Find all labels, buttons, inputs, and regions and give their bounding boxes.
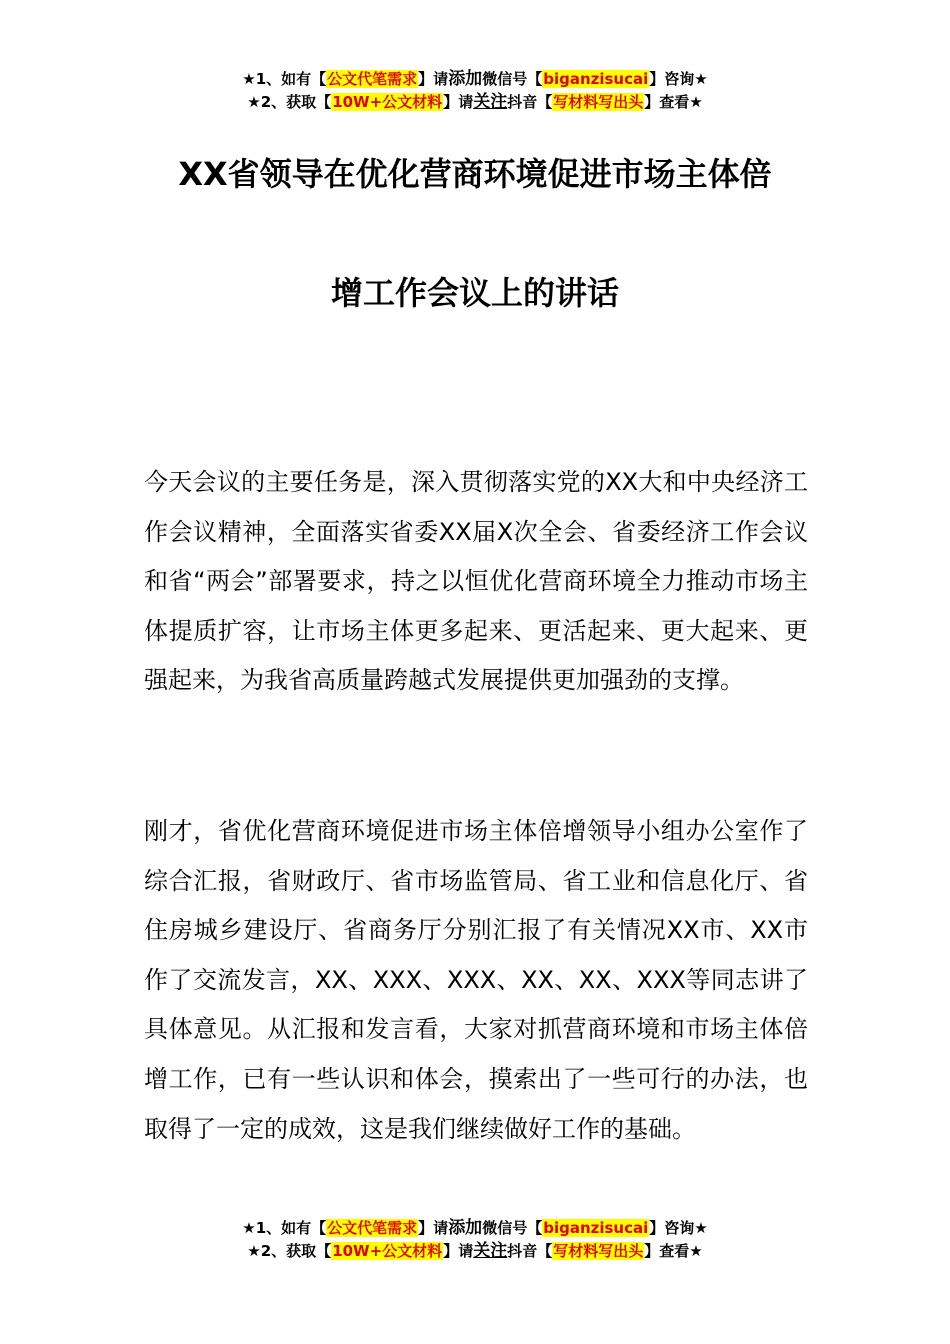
body-paragraph-1: 今天会议的主要任务是，深入贯彻落实党的XX大和中央经济工作会议精神，全面落实省委XX届X次全会、省委经济工作会议和省“两会”部署要求，持之以恒优化营商环境全力推动市场主体提质扩容，让市场主体更多起来、更活起来、更大起来、更强起来，为我省高质量跨越式发展提供更加强劲的支撑。 [144, 468, 808, 695]
header-promo-banner [0, 68, 950, 114]
footer-promo-line-1-highlight-service: 公文代笔需求 [327, 1219, 418, 1237]
footer-promo-line-2-suffix: 】查看★ [644, 1242, 703, 1260]
promo-line-2-prefix: ★2、获取【 [247, 93, 332, 111]
footer-promo-line-2-prefix: ★2、获取【 [247, 1242, 332, 1260]
footer-promo-line-2-mid2: 抖音【 [507, 1242, 553, 1260]
promo-line-2-highlight-materials: 10W+公文材料 [332, 93, 443, 111]
promo-line-2-mid2: 抖音【 [507, 93, 553, 111]
document-title-line-1: XX省领导在优化营商环境促进市场主体倍 [178, 155, 772, 193]
document-title-line-2: 增工作会议上的讲话 [330, 274, 619, 312]
footer-promo-line-2-highlight-douyin: 写材料写出头 [553, 1242, 644, 1260]
promo-line-2-highlight-douyin: 写材料写出头 [553, 93, 644, 111]
promo-line-1-mid2: 微信号【 [482, 70, 543, 88]
promo-line-1-highlight-service: 公文代笔需求 [327, 70, 418, 88]
footer-promo-line-1-prefix: ★1、如有【 [242, 1219, 327, 1237]
promo-line-2-suffix: 】查看★ [644, 93, 703, 111]
promo-line-1-highlight-wechat: biganzisucai [543, 70, 649, 88]
promo-line-1-suffix: 】咨询★ [649, 70, 708, 88]
body-paragraph-2: 刚才，省优化营商环境促进市场主体倍增领导小组办公室作了综合汇报，省财政厅、省市场监管局、省工业和信息化厅、省住房城乡建设厅、省商务厅分别汇报了有关情况XX市、XX市作了交流发言，XX、XXX、XXX、XX、XX、XXX等同志讲了具体意见。从汇报和发言看，大家对抓营商环境和市场主体倍增工作，已有一些认识和体会，摸索出了一些可行的办法，也取得了一定的成效，这是我们继续做好工作的基础。 [144, 817, 808, 1143]
promo-line-2-mid: 】请 [443, 93, 474, 111]
footer-promo-line-2 [0, 1240, 950, 1263]
footer-promo-line-1-mid2: 微信号【 [482, 1219, 543, 1237]
promo-line-1-mid: 】请 [418, 70, 449, 88]
footer-promo-line-1-highlight-wechat: biganzisucai [543, 1219, 649, 1237]
footer-promo-line-2-emphasis: 关注 [473, 1241, 508, 1261]
footer-promo-line-1 [0, 1217, 950, 1240]
promo-line-2 [0, 91, 950, 114]
footer-promo-line-1-emphasis: 添加 [448, 1218, 483, 1238]
footer-promo-line-1-suffix: 】咨询★ [649, 1219, 708, 1237]
footer-promo-line-1-mid: 】请 [418, 1219, 449, 1237]
footer-promo-line-2-mid: 】请 [443, 1242, 474, 1260]
footer-promo-line-2-highlight-materials: 10W+公文材料 [332, 1242, 443, 1260]
promo-line-1 [0, 68, 950, 91]
promo-line-1-emphasis: 添加 [448, 69, 483, 89]
footer-promo-banner [0, 1217, 950, 1263]
promo-line-1-prefix: ★1、如有【 [242, 70, 327, 88]
promo-line-2-emphasis: 关注 [473, 92, 508, 112]
